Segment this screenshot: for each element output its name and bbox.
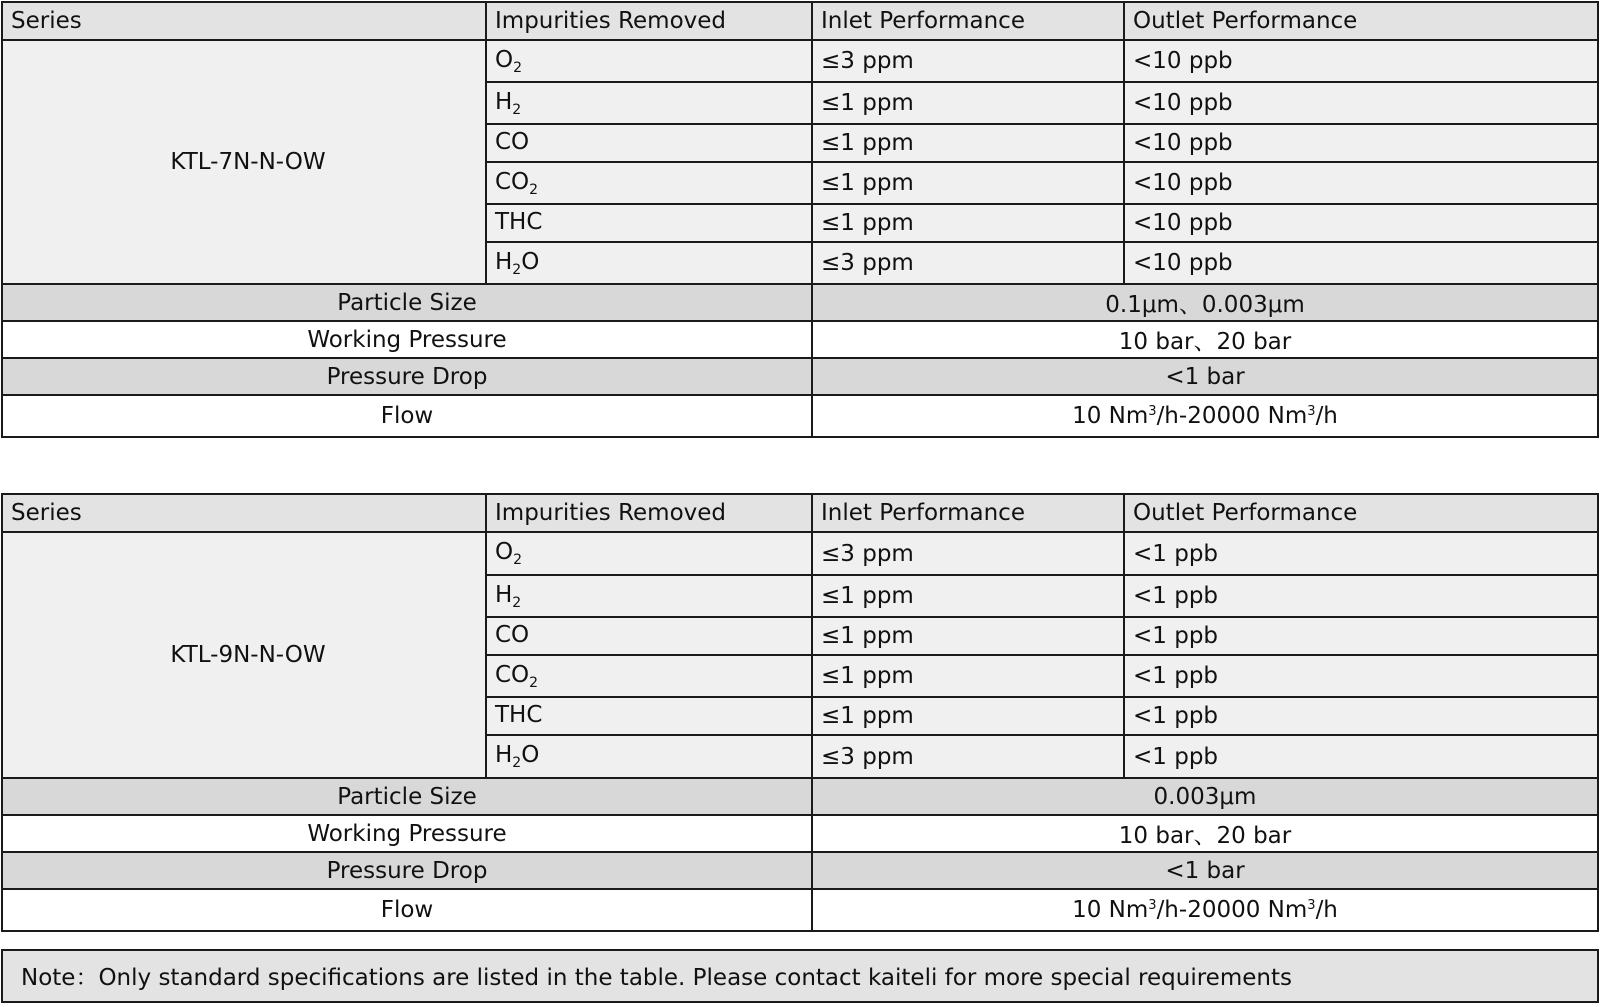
working-pressure-row	[2, 815, 1598, 852]
flow-value: 10 Nm$^3$/h-20000 Nm$^3$/h	[812, 395, 1598, 437]
inlet-value: ≤3 ppm	[812, 242, 1124, 284]
table-row	[2, 532, 1598, 575]
inlet-value: ≤1 ppm	[812, 82, 1124, 124]
header-outlet: Outlet Performance	[1124, 494, 1598, 532]
inlet-value: ≤3 ppm	[812, 40, 1124, 82]
header-impurities: Impurities Removed	[486, 494, 812, 532]
particle-size-label: Particle Size	[2, 778, 812, 815]
working-pressure-label: Working Pressure	[2, 815, 812, 852]
particle-size-row	[2, 284, 1598, 321]
impurity-cell: $CO_2$	[486, 655, 812, 697]
outlet-value: <1 ppb	[1124, 617, 1598, 655]
outlet-value: <10 ppb	[1124, 204, 1598, 242]
outlet-value: <10 ppb	[1124, 82, 1598, 124]
impurity-cell: $H_2$	[486, 575, 812, 617]
particle-size-value: 0.003μm	[812, 778, 1598, 815]
inlet-value: ≤3 ppm	[812, 735, 1124, 778]
impurity-cell: $O_2$	[486, 40, 812, 82]
outlet-value: <10 ppb	[1124, 40, 1598, 82]
header-series: Series	[2, 2, 486, 40]
outlet-value: <1 ppb	[1124, 655, 1598, 697]
impurity-cell: $H_2O$	[486, 242, 812, 284]
pressure-drop-row	[2, 358, 1598, 395]
flow-value: 10 Nm$^3$/h-20000 Nm$^3$/h	[812, 889, 1598, 931]
spec-table-ktl-9n	[1, 493, 1599, 932]
header-impurities: Impurities Removed	[486, 2, 812, 40]
outlet-value: <10 ppb	[1124, 242, 1598, 284]
working-pressure-value: 10 bar、20 bar	[812, 321, 1598, 358]
series-name: KTL-9N-N-OW	[2, 532, 486, 778]
inlet-value: ≤1 ppm	[812, 124, 1124, 162]
flow-label: Flow	[2, 889, 812, 931]
inlet-value: ≤1 ppm	[812, 697, 1124, 735]
inlet-value: ≤1 ppm	[812, 617, 1124, 655]
footnote: Note：Only standard specifications are listed in the table. Please contact kaiteli for more special requirements	[1, 949, 1599, 1003]
flow-row	[2, 889, 1598, 931]
inlet-value: ≤1 ppm	[812, 162, 1124, 204]
header-inlet: Inlet Performance	[812, 494, 1124, 532]
header-inlet: Inlet Performance	[812, 2, 1124, 40]
working-pressure-row	[2, 321, 1598, 358]
impurity-cell: $H_2O$	[486, 735, 812, 778]
impurity-cell: $O_2$	[486, 532, 812, 575]
header-row	[2, 494, 1598, 532]
impurity-cell: THC	[486, 697, 812, 735]
outlet-value: <10 ppb	[1124, 124, 1598, 162]
impurity-cell: $H_2$	[486, 82, 812, 124]
spec-table-ktl-7n	[1, 1, 1599, 438]
working-pressure-label: Working Pressure	[2, 321, 812, 358]
outlet-value: <1 ppb	[1124, 575, 1598, 617]
inlet-value: ≤1 ppm	[812, 575, 1124, 617]
header-row	[2, 2, 1598, 40]
impurity-cell: THC	[486, 204, 812, 242]
inlet-value: ≤1 ppm	[812, 204, 1124, 242]
particle-size-row	[2, 778, 1598, 815]
impurity-cell: CO	[486, 124, 812, 162]
flow-label: Flow	[2, 395, 812, 437]
outlet-value: <1 ppb	[1124, 532, 1598, 575]
pressure-drop-label: Pressure Drop	[2, 358, 812, 395]
outlet-value: <10 ppb	[1124, 162, 1598, 204]
outlet-value: <1 ppb	[1124, 735, 1598, 778]
inlet-value: ≤3 ppm	[812, 532, 1124, 575]
inlet-value: ≤1 ppm	[812, 655, 1124, 697]
working-pressure-value: 10 bar、20 bar	[812, 815, 1598, 852]
outlet-value: <1 ppb	[1124, 697, 1598, 735]
impurity-cell: CO	[486, 617, 812, 655]
particle-size-value: 0.1μm、0.003μm	[812, 284, 1598, 321]
table-row	[2, 40, 1598, 82]
header-outlet: Outlet Performance	[1124, 2, 1598, 40]
flow-row	[2, 395, 1598, 437]
series-name: KTL-7N-N-OW	[2, 40, 486, 284]
particle-size-label: Particle Size	[2, 284, 812, 321]
pressure-drop-row	[2, 852, 1598, 889]
header-series: Series	[2, 494, 486, 532]
pressure-drop-value: <1 bar	[812, 852, 1598, 889]
pressure-drop-value: <1 bar	[812, 358, 1598, 395]
impurity-cell: $CO_2$	[486, 162, 812, 204]
pressure-drop-label: Pressure Drop	[2, 852, 812, 889]
